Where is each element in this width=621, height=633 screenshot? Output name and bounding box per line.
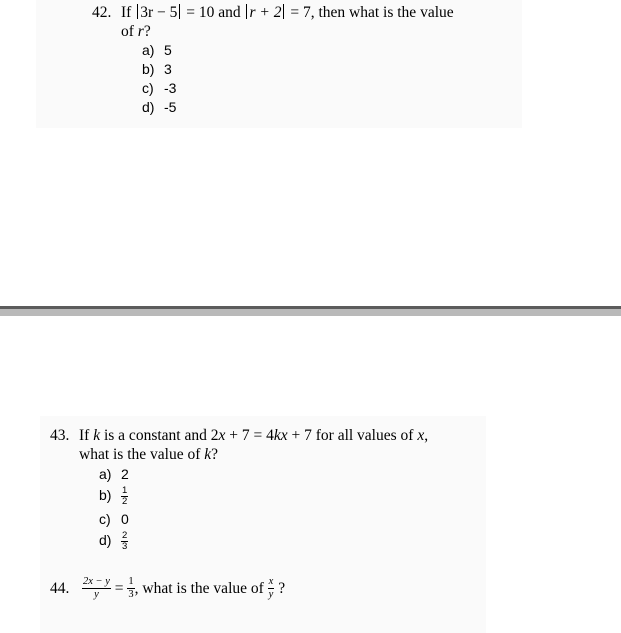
option-value: 5 (164, 42, 172, 58)
fraction-denominator: 3 (122, 541, 128, 552)
question-43-line-1 (79, 426, 428, 445)
option-value: 2 (121, 466, 129, 482)
fraction-denominator: 2 (122, 496, 128, 507)
question-44-number: 44. (50, 580, 70, 597)
question-43-line-2 (79, 445, 218, 464)
fraction-numerator: 2 (122, 530, 128, 541)
fraction-numerator: 1 (128, 575, 134, 587)
question-42-line-2 (121, 22, 151, 41)
page-divider-light (0, 309, 621, 316)
option-value: -3 (164, 80, 177, 96)
q43-text-b: is a constant and 2 (100, 427, 219, 444)
q44-rhs-fraction (127, 576, 134, 601)
q44-question-mark: ? (274, 579, 286, 597)
option-value: 0 (121, 511, 129, 527)
option-label: c) (99, 511, 111, 527)
q42-abs-expr-2: r + 2 (249, 4, 282, 21)
q43-text-f: what is the value of (79, 446, 205, 463)
abs-bar (246, 4, 247, 19)
q42-text-b: = 10 and (182, 4, 245, 21)
q42-option-a[interactable] (142, 41, 172, 60)
q43-option-c[interactable] (99, 510, 129, 529)
q43-text-c: + 7 = 4 (225, 427, 274, 444)
option-label: d) (99, 532, 112, 549)
option-fraction (121, 486, 128, 507)
option-label: b) (142, 61, 155, 77)
q44-comma: , (134, 579, 139, 597)
q43-option-d[interactable] (99, 531, 128, 552)
option-value: 3 (164, 61, 172, 77)
q44-equals: = (110, 579, 128, 597)
q43-text-a: If (79, 427, 94, 444)
q42-text-e: ? (143, 23, 151, 40)
q42-variable: r (137, 23, 144, 40)
question-43-number: 43. (50, 427, 70, 444)
q43-text-e: , (424, 427, 429, 444)
option-label: a) (99, 466, 112, 482)
q43-text-g: ? (211, 446, 219, 463)
q43-var-x: x (218, 427, 226, 444)
q44-lhs-fraction (82, 576, 111, 601)
q43-var-x: x (417, 427, 425, 444)
q44-query-fraction (268, 576, 275, 601)
option-label: b) (99, 487, 112, 504)
abs-bar (137, 4, 138, 19)
q42-option-b[interactable] (142, 60, 172, 79)
q42-option-c[interactable] (142, 79, 176, 98)
q42-text-c: = 7, then what is the value (286, 4, 454, 21)
q44-text: what is the value of (138, 579, 268, 597)
question-44-line (82, 570, 285, 606)
q43-text-d: + 7 for all values of (287, 427, 418, 444)
question-42-number: 42. (92, 4, 112, 21)
q43-option-a[interactable] (99, 465, 129, 484)
option-label: c) (142, 80, 154, 96)
q42-option-d[interactable] (142, 98, 176, 117)
option-label: a) (142, 42, 155, 58)
q43-var-k: k (93, 427, 101, 444)
abs-bar (179, 4, 180, 19)
q43-option-b[interactable] (99, 486, 128, 507)
fraction-numerator: 1 (122, 485, 128, 496)
q42-text-d: of (121, 23, 138, 40)
fraction-numerator: 2x − y (83, 575, 110, 587)
q42-abs-expr-1: 3r − 5 (140, 4, 178, 21)
q43-var-k: k (204, 446, 212, 463)
q43-var-kx: kx (273, 427, 288, 444)
option-value: -5 (164, 99, 177, 115)
question-42-line-1 (121, 3, 454, 22)
abs-bar (283, 4, 284, 19)
fraction-denominator: 3 (128, 588, 134, 600)
option-label: d) (142, 99, 155, 115)
q42-text-a: If (121, 4, 136, 21)
fraction-denominator: y (94, 588, 99, 600)
option-fraction (121, 531, 128, 552)
fraction-denominator: y (268, 588, 274, 600)
fraction-numerator: x (268, 575, 274, 587)
